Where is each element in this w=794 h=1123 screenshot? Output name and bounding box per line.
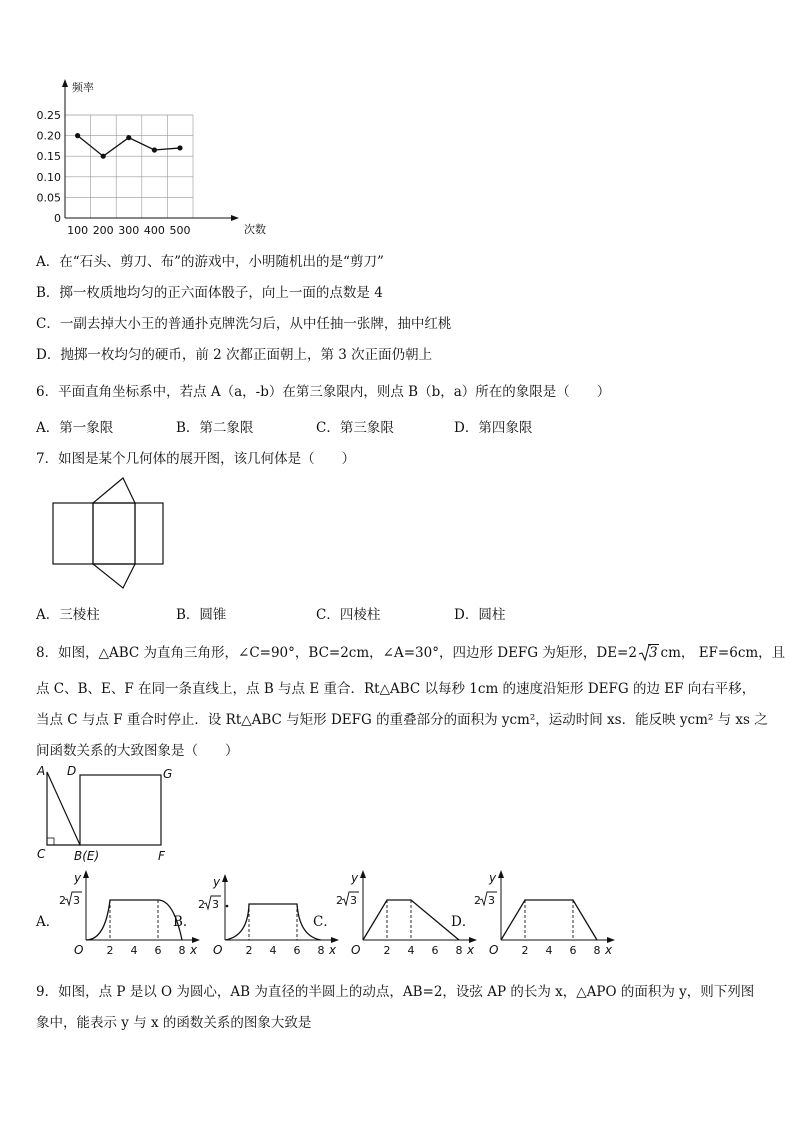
y-axis-arrow [62, 79, 68, 87]
x-axis-arrow [231, 215, 239, 221]
x-axis-label: 次数 [244, 223, 266, 236]
q8-line-4: 间函数关系的大致图象是（ ） [36, 743, 239, 759]
x-tick-label: 100 [67, 224, 89, 237]
x-tick-label: 2 [383, 944, 391, 957]
y-axis-label: y [351, 871, 359, 885]
x-tick-label: 6 [154, 944, 162, 957]
q7-question: 7．如图是某个几何体的展开图，该几何体是（ ） [36, 451, 356, 467]
q8-text-1: 8．如图，△ABC 为直角三角形，∠C=90°，BC=2cm，∠A=30°，四边形 DEFG 为矩形，DE=2 [36, 645, 637, 661]
x-tick-label: 8 [455, 944, 463, 957]
function-graph [225, 904, 321, 940]
data-point [75, 133, 80, 138]
q8-option-d-label: D． [451, 914, 476, 930]
q8-text-1b: cm， EF=6cm，且 [660, 645, 786, 661]
x-tick-label: 6 [569, 944, 577, 957]
q7-option-b: B．圆锥 [176, 607, 227, 623]
q9-line-1: 9．如图，点 P 是以 O 为圆心，AB 为直径的半圆上的动点，AB=2，设弦 AP 的长为 x，△APO 的面积为 y，则下列图 [36, 984, 755, 1000]
label-d: D [67, 764, 77, 778]
y-value-radicand: 3 [212, 898, 219, 911]
q5-option-b: B．掷一枚质地均匀的正六面体骰子，向上一面的点数是 4 [36, 285, 383, 301]
y-tick-label: 0.20 [36, 129, 61, 143]
x-tick-label: 4 [545, 944, 553, 957]
label-a: A [37, 764, 46, 778]
x-tick-label: 6 [431, 944, 439, 957]
x-tick-label: 4 [130, 944, 138, 957]
x-tick-label: 4 [269, 944, 277, 957]
q6-option-a: A．第一象限 [36, 420, 114, 436]
q7-option-d: D．圆柱 [454, 607, 506, 623]
origin-label: O [351, 943, 361, 957]
q8-option-c-label: C． [313, 914, 337, 930]
y-tick-label: 0.15 [36, 150, 61, 164]
y-axis-arrow [360, 870, 366, 878]
data-point [101, 154, 106, 159]
sqrt-three [639, 645, 659, 661]
y-axis-label: y [74, 871, 82, 885]
x-tick-label: 200 [92, 224, 114, 237]
q6-option-c: C．第三象限 [316, 420, 394, 436]
y-axis-arrow [83, 870, 89, 878]
q6-option-d: D．第四象限 [454, 420, 533, 436]
y-tick-label: 0 [54, 212, 61, 225]
right-angle-mark [47, 838, 54, 845]
x-tick-label: 400 [143, 224, 165, 237]
origin-label: O [213, 943, 223, 957]
q6-question: 6．平面直角坐标系中，若点 A（a，-b）在第三象限内，则点 B（b，a）所在的象限是（ ） [36, 384, 611, 400]
net-middle-face [93, 503, 135, 564]
y-tick-label: 0.05 [36, 191, 61, 205]
q8-line-2: 点 C、B、E、F 在同一条直线上，点 B 与点 E 重合．Rt△ABC 以每秒 1cm 的速度沿矩形 DEFG 的边 EF 向右平移， [36, 681, 756, 697]
net-top-triangle [93, 478, 135, 503]
q5-option-a: A．在“石头、剪刀、布”的游戏中，小明随机出的是“剪刀” [36, 254, 384, 270]
q8-line-1 [36, 641, 785, 661]
x-tick-labels [67, 224, 190, 237]
y-value-radicand: 3 [73, 894, 80, 907]
rectangle-defg [80, 775, 161, 845]
label-f: F [158, 849, 165, 863]
triangle-abc [47, 772, 80, 845]
chart-grid [65, 115, 193, 218]
y-value-radicand: 3 [488, 894, 495, 907]
frequency-series [75, 133, 183, 159]
net-right-face [135, 503, 163, 564]
data-point [126, 135, 131, 140]
q8-option-b-label: B． [173, 914, 197, 930]
x-axis-label: x [190, 943, 198, 957]
y-value-label: 2 [59, 894, 66, 907]
q5-option-c: C．一副去掉大小王的普通扑克牌洗匀后，从中任抽一张牌，抽中红桃 [36, 316, 452, 332]
x-tick-label: 500 [169, 224, 191, 237]
triangle-rectangle-figure [34, 762, 184, 866]
graph-option-b [195, 872, 337, 957]
origin-label: O [489, 943, 499, 957]
x-tick-label: 8 [593, 944, 601, 957]
y-axis-arrow [498, 870, 504, 878]
y-axis-arrow [222, 874, 228, 882]
x-axis-label: x [467, 943, 475, 957]
data-point [152, 147, 157, 152]
net-left-face [53, 503, 93, 564]
x-tick-label: 6 [293, 944, 301, 957]
frequency-line-chart [30, 75, 266, 240]
graph-option-c [333, 868, 475, 957]
x-tick-label: 2 [521, 944, 529, 957]
x-axis-label: x [329, 943, 337, 957]
graph-option-a [56, 868, 198, 957]
y-tick-labels [37, 109, 62, 225]
label-c: C [37, 847, 46, 861]
x-tick-label: 4 [407, 944, 415, 957]
x-tick-label: 2 [106, 944, 114, 957]
q5-option-d: D．抛掷一枚均匀的硬币，前 2 次都正面朝上，第 3 次正面仍朝上 [36, 347, 433, 363]
dot-mark [226, 905, 229, 908]
label-g: G [163, 767, 173, 781]
y-axis-label: 频率 [72, 81, 94, 94]
y-tick-label: 0.25 [36, 109, 61, 122]
y-value-radicand: 3 [350, 894, 357, 907]
q8-option-a-label: A． [36, 914, 60, 930]
q6-option-b: B．第二象限 [176, 420, 254, 436]
y-value-label: 2 [198, 898, 205, 911]
label-be: B(E) [74, 849, 100, 863]
function-graph [86, 900, 182, 940]
x-tick-label: 300 [118, 224, 140, 237]
sqrt-radicand: 3 [648, 645, 658, 661]
x-tick-label: 8 [178, 944, 186, 957]
x-tick-label: 8 [317, 944, 325, 957]
q8-line-3: 当点 C 与点 F 重合时停止．设 Rt△ABC 与矩形 DEFG 的重叠部分的面积为 ycm²，运动时间 xs．能反映 ycm² 与 xs 之 [36, 712, 768, 728]
data-point [177, 145, 182, 150]
graph-option-d [471, 868, 613, 957]
y-value-label: 2 [474, 894, 481, 907]
function-graph [501, 900, 597, 940]
y-axis-label: y [489, 871, 497, 885]
x-axis-label: x [605, 943, 613, 957]
y-tick-label: 0.10 [36, 170, 61, 184]
q9-line-2: 象中，能表示 y 与 x 的函数关系的图象大致是 [36, 1015, 312, 1031]
y-axis-label: y [213, 875, 221, 889]
q7-option-a: A．三棱柱 [36, 607, 100, 623]
y-value-label: 2 [336, 894, 343, 907]
origin-label: O [74, 943, 84, 957]
prism-net-figure [50, 476, 170, 594]
x-tick-label: 2 [245, 944, 253, 957]
q7-option-c: C．四棱柱 [316, 607, 381, 623]
net-bottom-triangle [93, 564, 135, 588]
sqrt-sign [639, 644, 651, 662]
